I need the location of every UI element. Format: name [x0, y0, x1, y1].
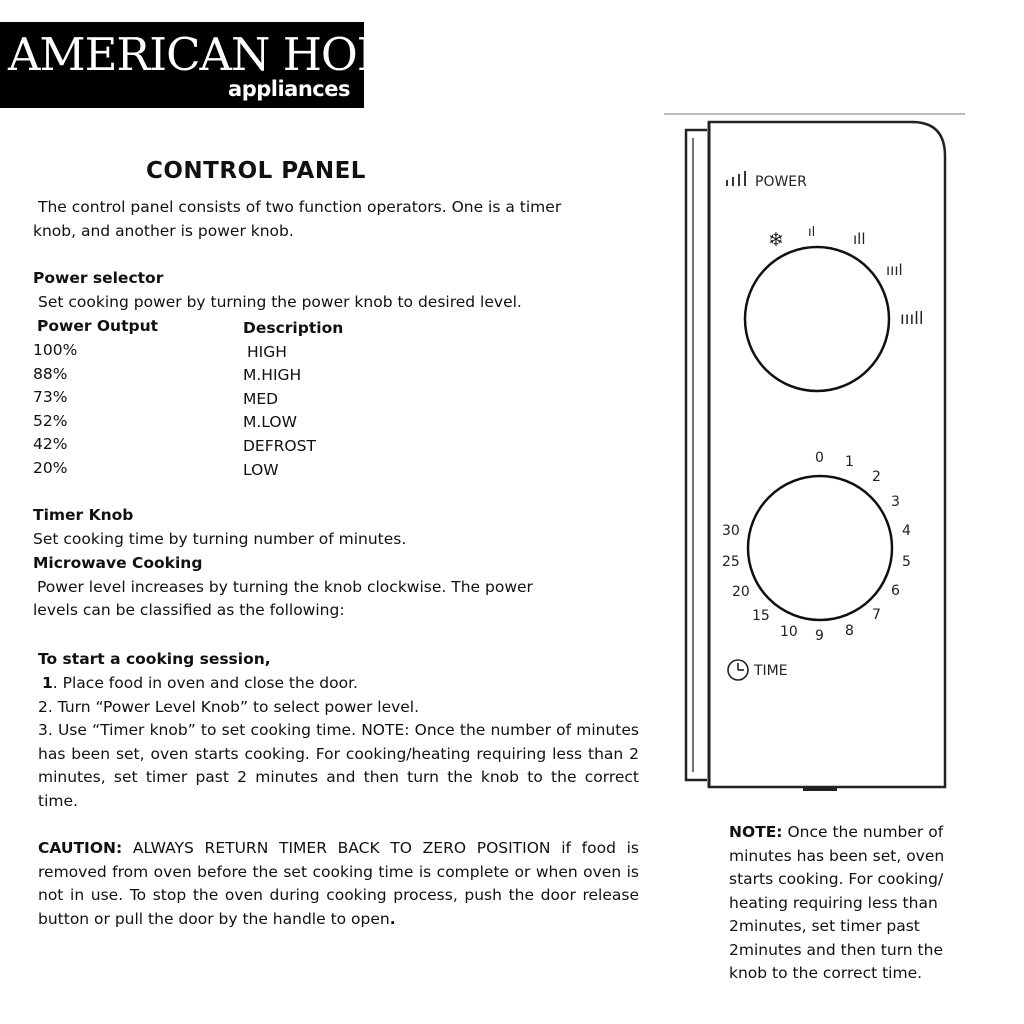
panel-body [709, 122, 945, 787]
timer-number: 0 [815, 450, 824, 466]
power-knob[interactable] [745, 247, 889, 391]
table-cell-output: 100% [33, 341, 78, 359]
timer-number: 2 [872, 469, 881, 485]
power-mark-3: ıııl [886, 261, 903, 279]
timer-number: 15 [752, 608, 770, 624]
caution-label: CAUTION: [38, 839, 123, 857]
step-1-text: . Place food in oven and close the door. [52, 674, 358, 692]
table-cell-output: 73% [33, 388, 68, 406]
page-title: CONTROL PANEL [146, 158, 366, 184]
start-session-step-2: 2. Turn “Power Level Knob” to select power level. [38, 698, 420, 716]
microwave-cooking-line-2: levels can be classified as the following: [33, 601, 345, 619]
power-label: POWER [755, 174, 807, 190]
microwave-cooking-line-1: Power level increases by turning the knob clockwise. The power [37, 578, 533, 596]
table-cell-desc: LOW [243, 461, 279, 479]
intro-line-1: The control panel consists of two function operators. One is a timer [38, 198, 562, 216]
panel-side-bracket [686, 130, 707, 780]
table-cell-desc: DEFROST [243, 437, 316, 455]
table-cell-output: 42% [33, 435, 68, 453]
caution-end: . [389, 910, 396, 929]
logo-registered-mark: ® [434, 52, 445, 65]
step-1-number: 1 [42, 674, 53, 692]
table-cell-desc: MED [243, 390, 279, 408]
timer-number: 10 [780, 624, 798, 640]
timer-number: 3 [891, 494, 900, 510]
power-selector-text: Set cooking power by turning the power knob to desired level. [38, 293, 522, 311]
side-note-text: Once the number of minutes has been set, oven starts cooking. For cooking/ heating requiring less than 2minutes, set timer past 2minutes and then turn the knob to the correct time. [729, 823, 945, 982]
start-session-step-1 [42, 672, 358, 696]
timer-knob[interactable] [748, 476, 892, 620]
timer-number: 6 [891, 583, 900, 599]
side-note [729, 821, 974, 986]
time-label: TIME [754, 663, 788, 679]
table-header-output: Power Output [37, 317, 159, 335]
side-note-label: NOTE: [729, 823, 783, 841]
timer-knob-heading: Timer Knob [33, 506, 134, 524]
table-cell-desc: HIGH [247, 343, 287, 361]
logo-brand-text [8, 30, 445, 80]
logo-brand-name: AMERICAN HOME [8, 28, 434, 81]
start-session-step-3: 3. Use “Timer knob” to set cooking time. NOTE: Once the number of minutes has been set, oven starts cooking. For cooking/heating requiring less than 2 minutes, set timer past 2 minutes and then turn the knob to the correct time. [38, 721, 639, 811]
power-mark-1: ıl [808, 225, 816, 240]
timer-knob-text: Set cooking time by turning number of minutes. [33, 530, 407, 548]
power-mark-2: ıll [853, 230, 866, 248]
timer-number: 8 [845, 623, 854, 639]
microwave-cooking-heading: Microwave Cooking [33, 554, 203, 572]
brand-logo [0, 22, 445, 108]
timer-number: 4 [902, 523, 911, 539]
table-cell-desc: M.HIGH [243, 366, 302, 384]
start-session-heading: To start a cooking session, [38, 650, 271, 668]
caution-paragraph [38, 837, 639, 932]
caution-text: ALWAYS RETURN TIMER BACK TO ZERO POSITION if food is removed from oven before the set cooking time is complete or when oven is not in use. To stop the oven during cooking process, push the door release button or pull the door by the handle to open [38, 839, 639, 929]
power-selector-heading: Power selector [33, 269, 164, 287]
timer-number: 20 [732, 584, 750, 600]
logo-sub-text: appliances [228, 77, 350, 101]
timer-number: 30 [722, 523, 740, 539]
panel-bottom-tab [803, 787, 837, 791]
timer-number: 9 [815, 628, 824, 644]
table-header-description: Description [243, 319, 344, 337]
control-panel-illustration [660, 108, 970, 798]
table-cell-desc: M.LOW [243, 413, 297, 431]
timer-number: 7 [872, 607, 881, 623]
timer-number: 5 [902, 554, 911, 570]
intro-line-2: knob, and another is power knob. [33, 222, 294, 240]
table-cell-output: 20% [33, 459, 68, 477]
timer-number: 25 [722, 554, 740, 570]
timer-number: 1 [845, 454, 854, 470]
power-mark-4: ıııll [900, 309, 924, 329]
defrost-snowflake-icon: ❄ [768, 229, 784, 251]
table-cell-output: 88% [33, 365, 68, 383]
table-cell-output: 52% [33, 412, 68, 430]
